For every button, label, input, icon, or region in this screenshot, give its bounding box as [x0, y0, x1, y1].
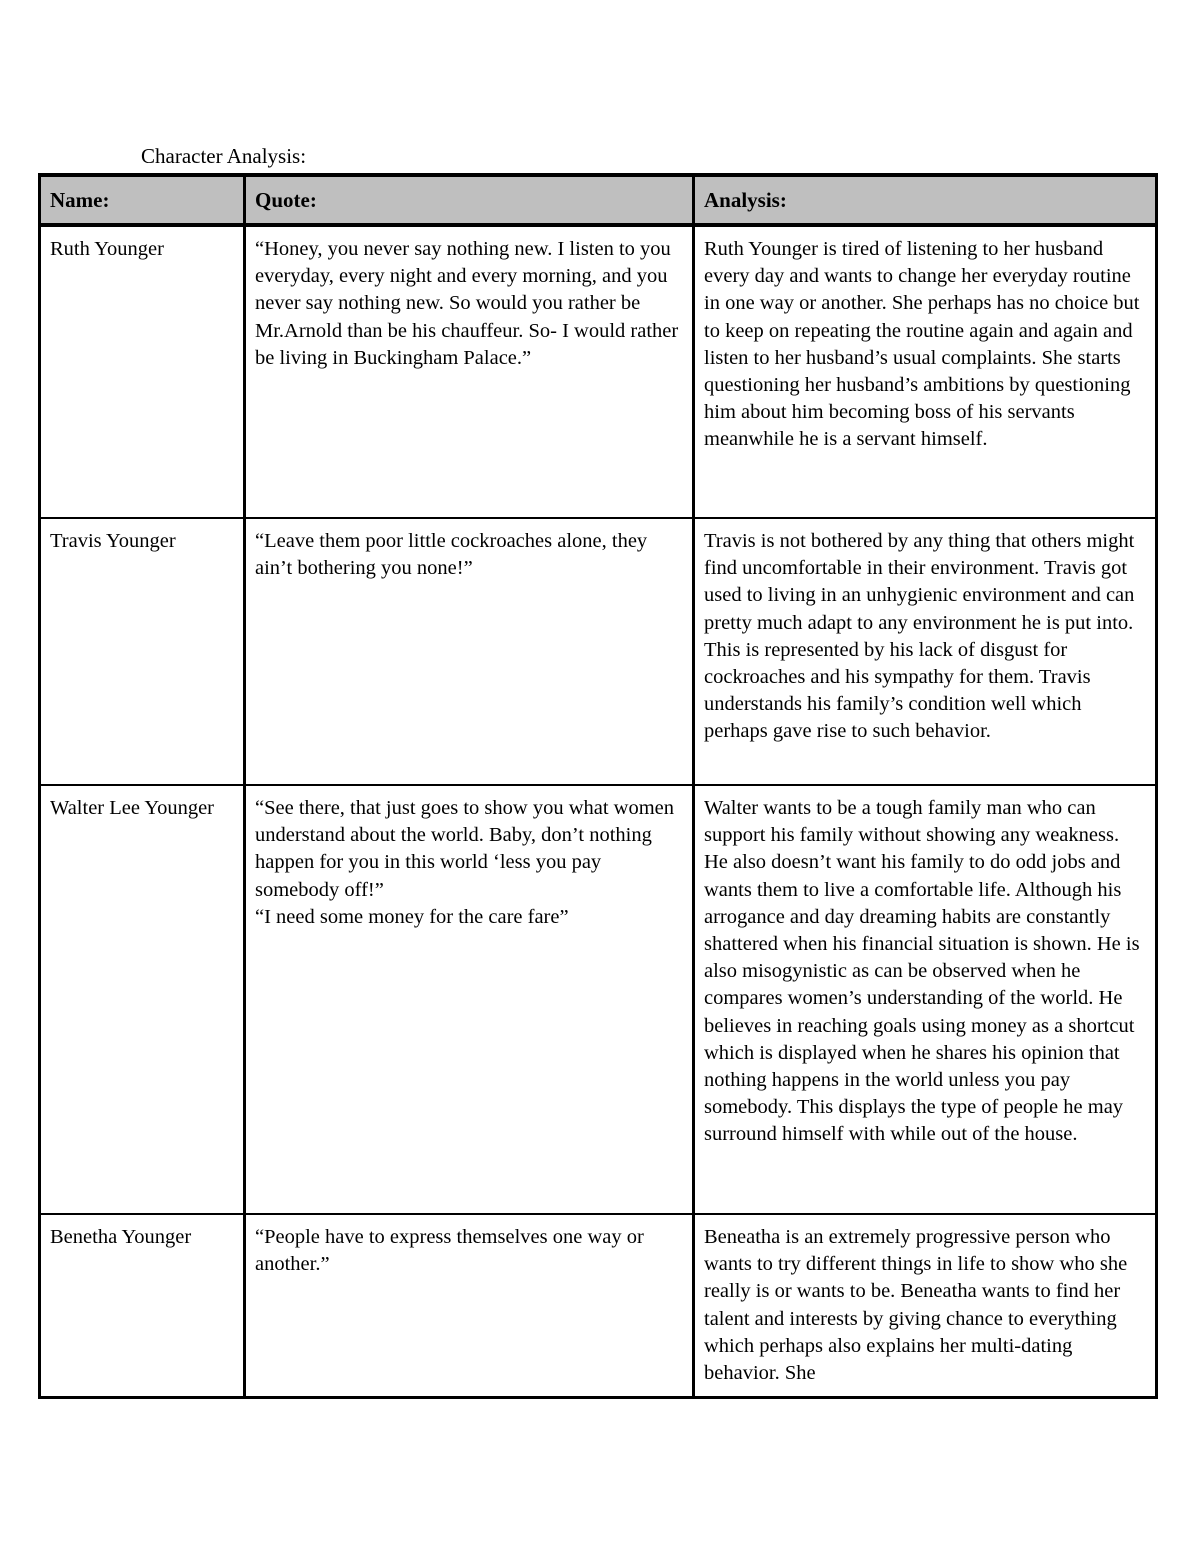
- character-name-cell: Benetha Younger: [40, 1214, 245, 1398]
- analysis-cell: Travis is not bothered by any thing that others might find uncomfortable in their environment. Travis got used to living in an unhygienic environment and can pretty much adapt to any environment he is put into. This is represented by his lack of disgust for cockroaches and his sympathy for them. Travis understands his family’s condition well which perhaps gave rise to such behavior.: [694, 518, 1157, 785]
- column-header-name: Name:: [40, 175, 245, 225]
- analysis-cell: Walter wants to be a tough family man who can support his family without showing any weakness. He also doesn’t want his family to do odd jobs and wants them to live a comfortable life. Although his arrogance and day dreaming habits are constantly shattered when his financial situation is shown. He is also misogynistic as can be observed when he compares women’s understanding of the world. He believes in reaching goals using money as a shortcut which is displayed when he shares his opinion that nothing happens in the world unless you pay somebody. This displays the type of people he may surround himself with while out of the house.: [694, 785, 1157, 1214]
- quote-cell: [245, 785, 694, 1214]
- analysis-cell: Ruth Younger is tired of listening to her husband every day and wants to change her everyday routine in one way or another. She perhaps has no choice but to keep on repeating the routine again and again and listen to her husband’s usual complaints. She starts questioning her husband’s ambitions by questioning him about him becoming boss of his servants meanwhile he is a servant himself.: [694, 225, 1157, 518]
- quote-text: “See there, that just goes to show you what women understand about the world. Baby, don’t nothing happen for you in this world ‘less you pay somebody off!”: [255, 797, 675, 901]
- header-row: [40, 175, 1157, 225]
- table-row: [40, 225, 1157, 518]
- document-title: Character Analysis:: [141, 144, 307, 168]
- quote-text: “People have to express themselves one way or another.”: [255, 1226, 644, 1276]
- character-name-cell: Walter Lee Younger: [40, 785, 245, 1214]
- character-name-cell: Travis Younger: [40, 518, 245, 785]
- table-row: [40, 785, 1157, 1214]
- character-name-cell: Ruth Younger: [40, 225, 245, 518]
- quote-cell: [245, 1214, 694, 1398]
- quote-text: “Leave them poor little cockroaches alone, they ain’t bothering you none!”: [255, 530, 648, 580]
- column-header-quote: Quote:: [245, 175, 694, 225]
- table-row: [40, 1214, 1157, 1398]
- column-header-analysis: Analysis:: [694, 175, 1157, 225]
- analysis-cell: Beneatha is an extremely progressive person who wants to try different things in life to show who she really is or wants to be. Beneatha wants to find her talent and interests by giving chance to everything which perhaps also explains her multi-dating behavior. She: [694, 1214, 1157, 1398]
- quote-cell: [245, 518, 694, 785]
- quote-cell: [245, 225, 694, 518]
- character-analysis-table: [38, 173, 1158, 1399]
- quote-text: “Honey, you never say nothing new. I listen to you everyday, every night and every morning, and you never say nothing new. So would you rather be Mr.Arnold than be his chauffeur. So- I would rather be living in Buckingham Palace.”: [255, 238, 679, 369]
- quote-text: “I need some money for the care fare”: [255, 905, 569, 928]
- table-row: [40, 518, 1157, 785]
